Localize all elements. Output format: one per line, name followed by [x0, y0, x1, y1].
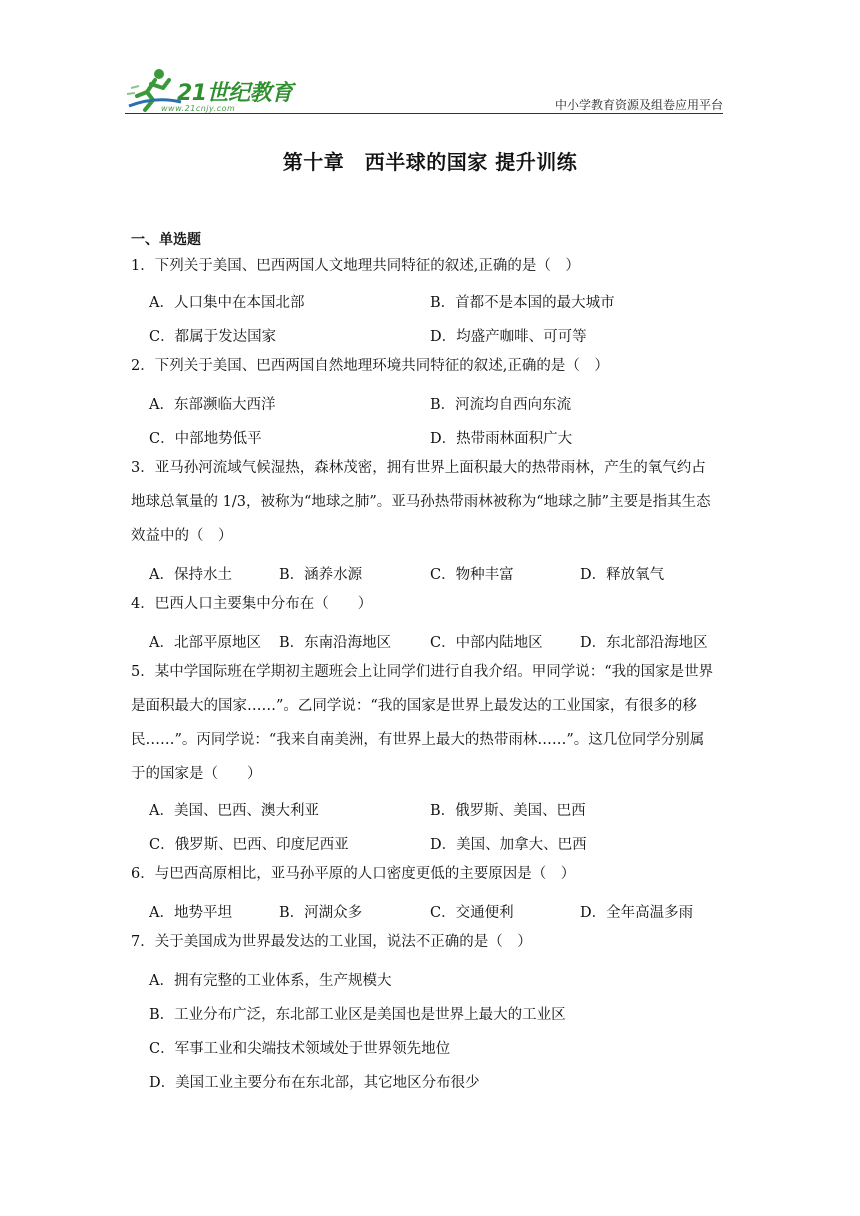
- question-2-text: 2．下列关于美国、巴西两国自然地理环境共同特征的叙述,正确的是（ ）: [131, 358, 609, 374]
- question-1-text: 1．下列关于美国、巴西两国人文地理共同特征的叙述,正确的是（ ）: [131, 258, 580, 274]
- logo-text: 21世纪教育: [177, 81, 293, 106]
- q4-option-b: B．东南沿海地区: [279, 635, 392, 651]
- q2-option-b: B．河流均自西向东流: [430, 397, 572, 413]
- q5-option-a: A．美国、巴西、澳大利亚: [149, 803, 319, 819]
- q2-option-d: D．热带雨林面积广大: [430, 431, 573, 447]
- q3-option-c: C．物种丰富: [430, 567, 514, 583]
- q3-option-d: D．释放氧气: [580, 567, 665, 583]
- question-5-line-1: 5．某中学国际班在学期初主题班会上让同学们进行自我介绍。甲同学说：“我的国家是世界: [131, 664, 714, 680]
- header-divider: [125, 113, 723, 114]
- page-header: [125, 66, 723, 116]
- platform-label: 中小学教育资源及组卷应用平台: [554, 98, 723, 112]
- q6-option-b: B．河湖众多: [279, 905, 363, 921]
- q7-option-c: C．军事工业和尖端技术领域处于世界领先地位: [149, 1041, 451, 1057]
- question-3-line-2: 地球总氧量的 1/3，被称为“地球之肺”。亚马孙热带雨林被称为“地球之肺”主要是指其生态: [131, 494, 711, 510]
- logo-url: www.21cnjy.com: [161, 104, 236, 113]
- question-3-line-3: 效益中的（ ）: [131, 528, 233, 544]
- question-3-line-1: 3．亚马孙河流域气候湿热，森林茂密，拥有世界上面积最大的热带雨林，产生的氧气约占: [131, 460, 706, 476]
- q1-option-c: C．都属于发达国家: [149, 329, 277, 345]
- question-4-text: 4．巴西人口主要集中分布在（ ）: [131, 596, 373, 612]
- q7-option-d: D．美国工业主要分布在东北部，其它地区分布很少: [149, 1075, 480, 1091]
- q4-option-c: C．中部内陆地区: [430, 635, 543, 651]
- q2-option-a: A．东部濒临大西洋: [149, 397, 276, 413]
- q4-option-d: D．东北部沿海地区: [580, 635, 708, 651]
- section-heading: 一、单选题: [131, 232, 201, 248]
- site-logo: [125, 66, 295, 114]
- q3-option-a: A．保持水土: [149, 567, 232, 583]
- q5-option-b: B．俄罗斯、美国、巴西: [430, 803, 586, 819]
- question-5-line-2: 是面积最大的国家……”。乙同学说：“我的国家是世界上最发达的工业国家，有很多的移: [131, 698, 697, 714]
- q7-option-a: A．拥有完整的工业体系，生产规模大: [149, 973, 392, 989]
- question-6-text: 6．与巴西高原相比，亚马孙平原的人口密度更低的主要原因是（ ）: [131, 866, 576, 882]
- q6-option-d: D．全年高温多雨: [580, 905, 694, 921]
- q5-option-d: D．美国、加拿大、巴西: [430, 837, 587, 853]
- question-5-line-3: 民……”。丙同学说：“我来自南美洲，有世界上最大的热带雨林……”。这几位同学分别属: [131, 732, 705, 748]
- question-7-text: 7．关于美国成为世界最发达的工业国，说法不正确的是（ ）: [131, 934, 532, 950]
- q4-option-a: A．北部平原地区: [149, 635, 261, 651]
- q1-option-b: B．首都不是本国的最大城市: [430, 295, 615, 311]
- page-title: 第十章 西半球的国家 提升训练: [282, 150, 578, 174]
- q6-option-a: A．地势平坦: [149, 905, 232, 921]
- q5-option-c: C．俄罗斯、巴西、印度尼西亚: [149, 837, 349, 853]
- q1-option-a: A．人口集中在本国北部: [149, 295, 305, 311]
- q6-option-c: C．交通便利: [430, 905, 514, 921]
- q3-option-b: B．涵养水源: [279, 567, 363, 583]
- q7-option-b: B．工业分布广泛，东北部工业区是美国也是世界上最大的工业区: [149, 1007, 566, 1023]
- q2-option-c: C．中部地势低平: [149, 431, 262, 447]
- question-5-line-4: 于的国家是（ ）: [131, 766, 262, 782]
- q1-option-d: D．均盛产咖啡、可可等: [430, 329, 587, 345]
